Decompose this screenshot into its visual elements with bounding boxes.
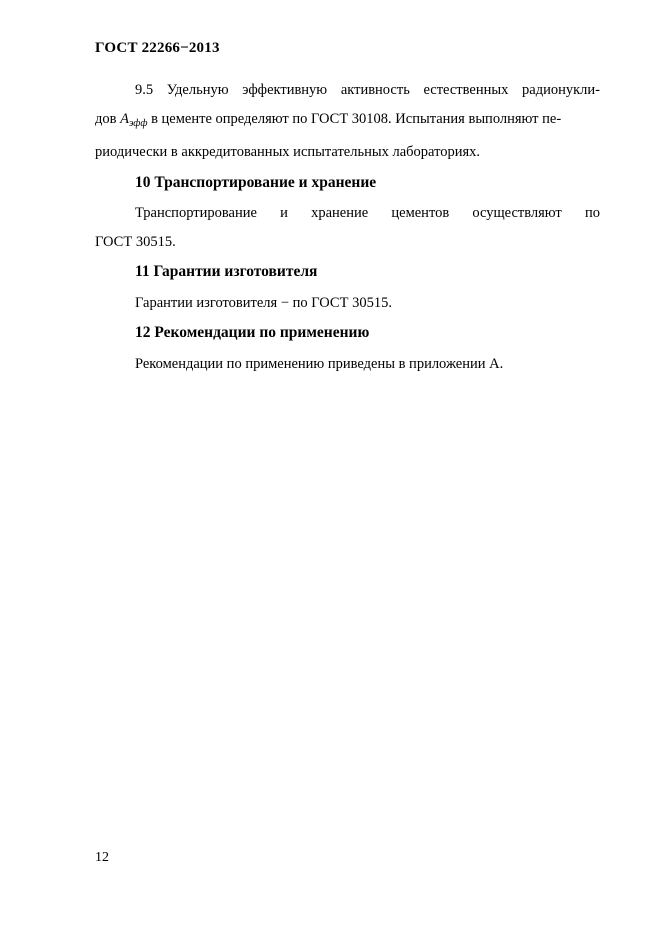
paragraph-line — [95, 105, 600, 139]
section-11-heading: 11 Гарантии изготовителя — [135, 263, 318, 280]
page-content — [95, 76, 600, 378]
word: 9.5 — [135, 82, 154, 98]
paragraph-line: риодически в аккредитованных испытательных лабораториях. — [95, 144, 481, 160]
word: радионукли- — [522, 82, 600, 98]
paragraph-line — [95, 76, 600, 105]
word: и — [280, 205, 288, 221]
section-12-heading: 12 Рекомендации по применению — [135, 324, 370, 341]
word: хранение — [311, 205, 369, 221]
document-code-header: ГОСТ 22266−2013 — [95, 40, 220, 56]
line-rest: в цементе определяют по ГОСТ 30108. Испытания выполняют пе- — [151, 110, 562, 127]
word: активность — [340, 82, 410, 98]
paragraph-9-5 — [95, 76, 600, 167]
activity-symbol-subscript: эфф — [128, 117, 148, 129]
line-prefix: дов — [95, 110, 117, 127]
word: Удельную — [166, 82, 229, 98]
word: цементов — [391, 205, 450, 221]
word: эффективную — [242, 82, 328, 98]
word: естественных — [423, 82, 509, 98]
activity-symbol: А — [120, 110, 129, 127]
page-number: 12 — [95, 850, 109, 865]
paragraph-10 — [95, 199, 600, 256]
word: по — [584, 205, 600, 221]
word: осуществляют — [472, 205, 562, 221]
word: Транспортирование — [135, 205, 257, 221]
paragraph-12: Рекомендации по применению приведены в приложении А. — [135, 355, 504, 372]
paragraph-line — [95, 199, 600, 228]
paragraph-11: Гарантии изготовителя − по ГОСТ 30515. — [135, 294, 392, 311]
paragraph-line: ГОСТ 30515. — [95, 233, 176, 250]
section-10-heading: 10 Транспортирование и хранение — [135, 173, 377, 191]
